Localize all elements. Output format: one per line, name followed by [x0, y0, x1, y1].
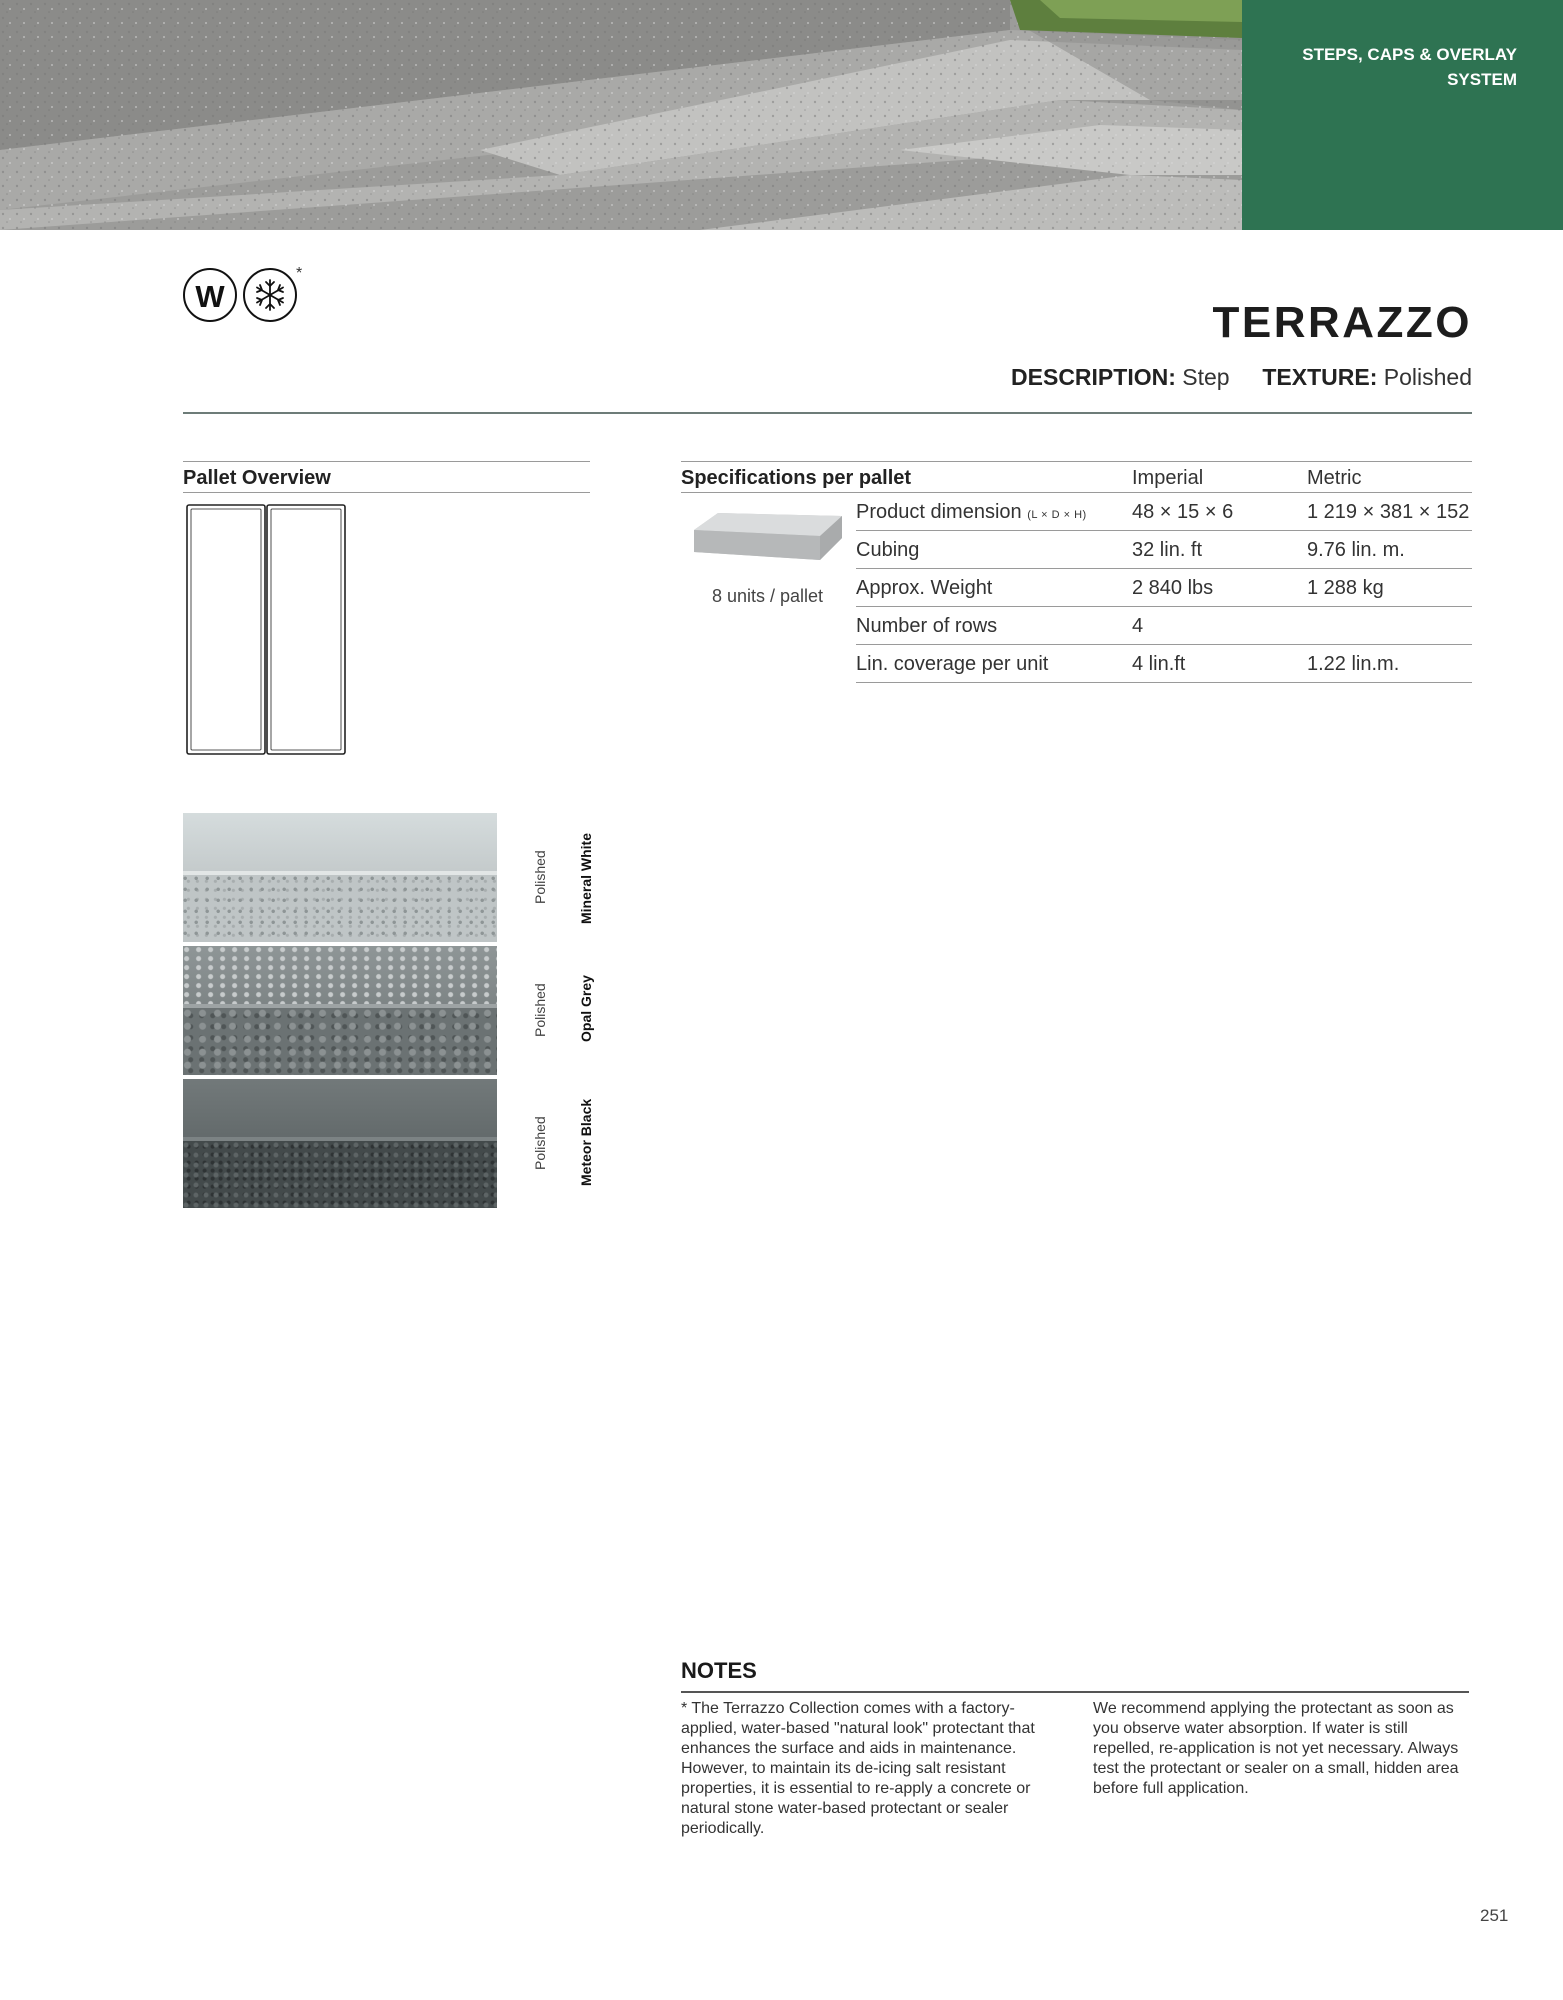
spec-metric: 1 288 kg: [1307, 577, 1384, 599]
swatch-opal-grey: [183, 946, 497, 1075]
category-banner: [1242, 0, 1563, 230]
specs-col-metric: Metric: [1307, 467, 1362, 489]
swatch-color-name: Mineral White: [578, 832, 594, 924]
spec-imperial: 32 lin. ft: [1132, 539, 1203, 561]
notes-title: NOTES: [681, 1658, 757, 1683]
spec-label: Product dimension: [856, 501, 1022, 523]
description-value: Step: [1182, 364, 1230, 390]
spec-imperial: 48 × 15 × 6: [1132, 501, 1234, 523]
units-per-pallet: 8 units / pallet: [711, 586, 824, 606]
spec-metric: 1 219 × 381 × 152: [1307, 501, 1470, 523]
pallet-overview-header: [183, 461, 590, 493]
snowflake-icon: [243, 268, 297, 322]
specs-col-imperial: Imperial: [1132, 467, 1204, 489]
spec-row: [856, 607, 1472, 645]
texture-label: TEXTURE:: [1262, 364, 1378, 390]
notes-column-1: * The Terrazzo Collection comes with a factory-applied, water-based "natural look" protectant that enhances the surface and aids in maintenance. However, to maintain its de-icing salt resistant properties, it is essential to re-apply a concrete or natural stone water-based protectant or sealer periodically.: [681, 1700, 1035, 1837]
feature-badges: [183, 265, 323, 324]
spec-label: Number of rows: [856, 615, 998, 637]
swatch-mineral-white: [183, 813, 497, 942]
w-badge-letter: W: [195, 279, 225, 314]
category-title: STEPS, CAPS & OVERLAY SYSTEM: [1302, 45, 1517, 89]
spec-metric: 9.76 lin. m.: [1307, 539, 1405, 561]
spec-imperial: 4 lin.ft: [1132, 653, 1186, 675]
spec-label: Lin. coverage per unit: [856, 653, 1049, 675]
swatch-texture-label: Polished: [532, 983, 548, 1037]
spec-row: [856, 645, 1472, 683]
swatch-color-name: Meteor Black: [578, 1098, 594, 1186]
spec-label: Approx. Weight: [856, 577, 993, 599]
title-divider: [183, 412, 1472, 414]
specs-title: Specifications per pallet: [681, 467, 912, 489]
hero-photo: [0, 0, 1242, 230]
spec-row: [856, 493, 1472, 531]
spec-metric: 1.22 lin.m.: [1307, 653, 1400, 675]
spec-label: Cubing: [856, 539, 920, 561]
description-line: [1011, 364, 1472, 391]
spec-imperial: 4: [1132, 615, 1144, 637]
pallet-diagram: [186, 504, 348, 756]
swatch-meteor-black: [183, 1079, 497, 1208]
swatch-texture-label: Polished: [532, 850, 548, 904]
product-title: TERRAZZO: [1212, 298, 1472, 347]
pallet-overview-title: Pallet Overview: [183, 467, 331, 489]
swatch-color-name: Opal Grey: [578, 975, 594, 1042]
page-number: 251: [1480, 1906, 1509, 1925]
spec-row: [856, 569, 1472, 607]
notes-column-2: We recommend applying the protectant as soon as you observe water absorption. If water is still repelled, re-application is not yet necessary. Always test the protectant or sealer on a small, hidden area before full application.: [1093, 1700, 1459, 1797]
spec-imperial: 2 840 lbs: [1132, 577, 1214, 599]
texture-value: Polished: [1383, 364, 1472, 390]
spec-label-sub: (L × D × H): [1027, 509, 1087, 521]
badge-asterisk: *: [296, 265, 303, 282]
description-label: DESCRIPTION:: [1011, 364, 1176, 390]
terrazzo-steps-photo: [0, 0, 1242, 230]
spec-row: [856, 531, 1472, 569]
w-badge-icon: [183, 268, 237, 322]
specs-header: [681, 461, 1472, 493]
swatch-texture-label: Polished: [532, 1116, 548, 1170]
notes-divider: [681, 1691, 1469, 1693]
step-product-image: [692, 508, 844, 568]
